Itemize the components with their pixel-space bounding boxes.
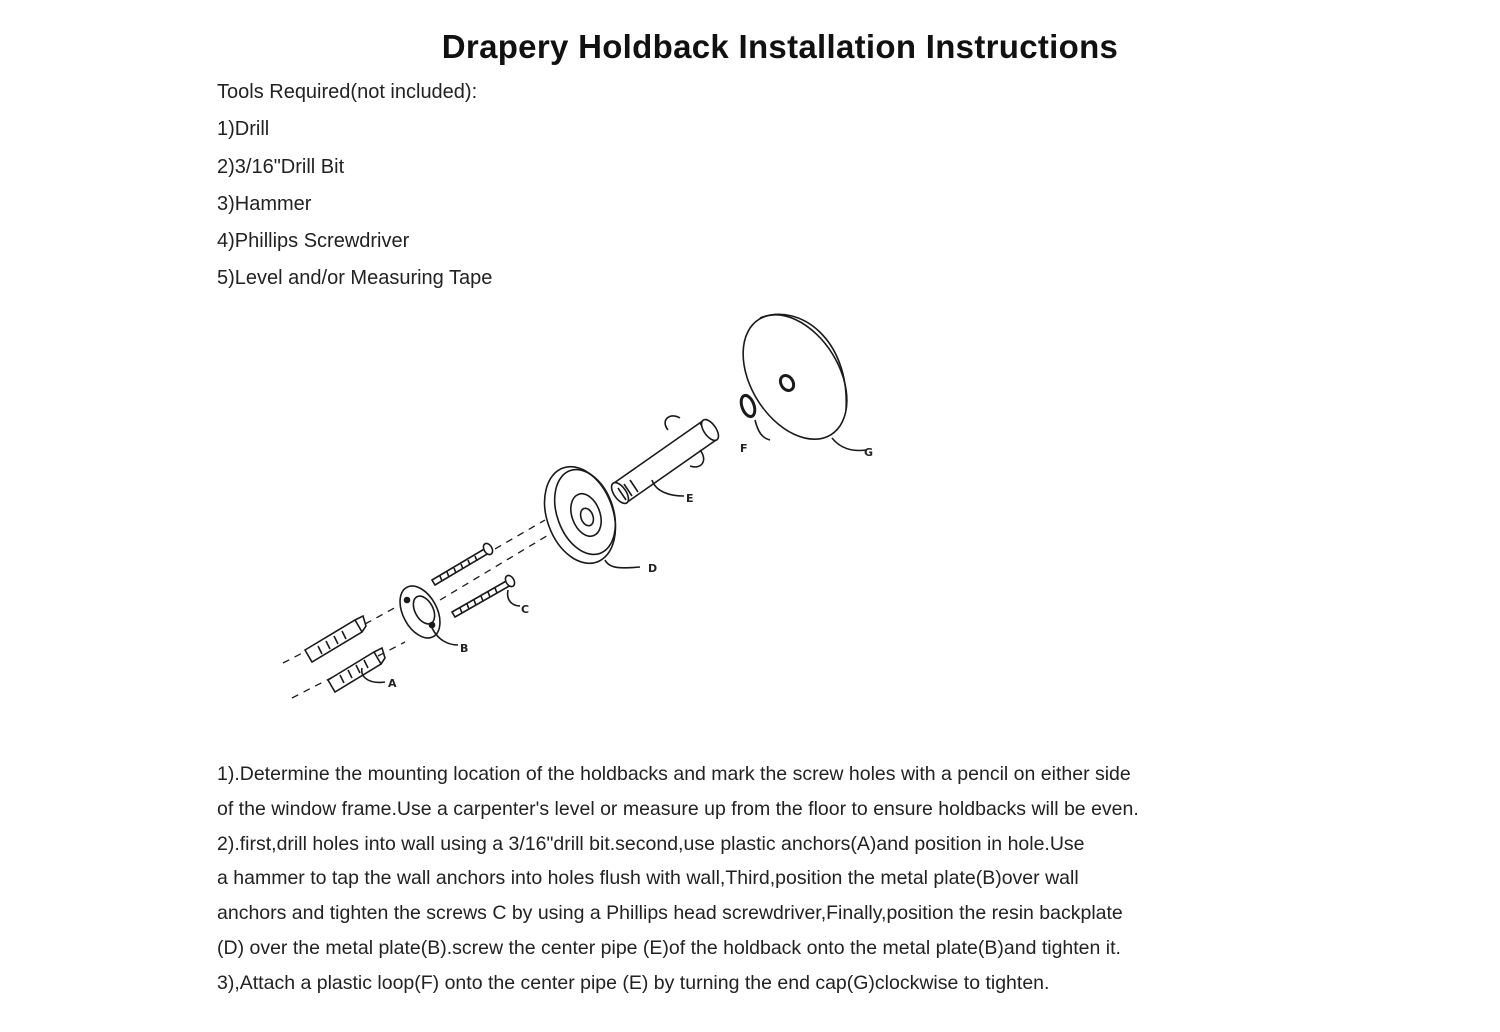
end-cap-g [722,300,869,458]
instructions-text [217,757,1139,1001]
label-d: D [648,562,658,575]
label-c: C [521,603,530,616]
instruction-line: 2).first,drill holes into wall using a 3/16"drill bit.second,use plastic anchors(A)and position in hole.Use [217,832,1085,855]
resin-backplate-d [532,457,640,574]
label-f: F [740,442,748,455]
instruction-line: anchors and tighten the screws C by using a Phillips head screwdriver,Finally,position the resin backplate [217,902,1123,925]
tools-list [217,74,492,298]
tool-item: 4)Phillips Screwdriver [217,230,410,253]
label-b: B [460,642,469,655]
label-e: E [686,492,694,505]
screw-c [432,542,520,617]
instruction-line: 1).Determine the mounting location of the holdbacks and mark the screw holes with a pencil on either side [217,763,1131,785]
exploded-assembly-diagram [270,300,910,720]
tool-item: 3)Hammer [217,192,312,215]
plastic-anchor-a [305,616,385,692]
tool-item: 2)3/16"Drill Bit [217,155,345,178]
instruction-line: (D) over the metal plate(B).screw the center pipe (E)of the holdback onto the metal plate(B)and tighten it. [217,936,1121,959]
instruction-line: a hammer to tap the wall anchors into holes flush with wall,Third,position the metal plate(B)over wall [217,867,1079,890]
instruction-line: of the window frame.Use a carpenter's level or measure up from the floor to ensure holdbacks will be even. [217,797,1139,820]
label-g: G [864,446,874,459]
tool-item: 5)Level and/or Measuring Tape [217,267,493,290]
tool-item: 1)Drill [217,118,270,141]
page-title: Drapery Holdback Installation Instructions [441,28,1119,65]
center-pipe-e [608,416,722,506]
metal-plate-b [392,579,458,645]
tools-heading: Tools Required(not included): [217,81,478,103]
instruction-line: 3),Attach a plastic loop(F) onto the center pipe (E) by turning the end cap(G)clockwise to tighten. [217,971,1050,994]
label-a: A [388,677,397,690]
